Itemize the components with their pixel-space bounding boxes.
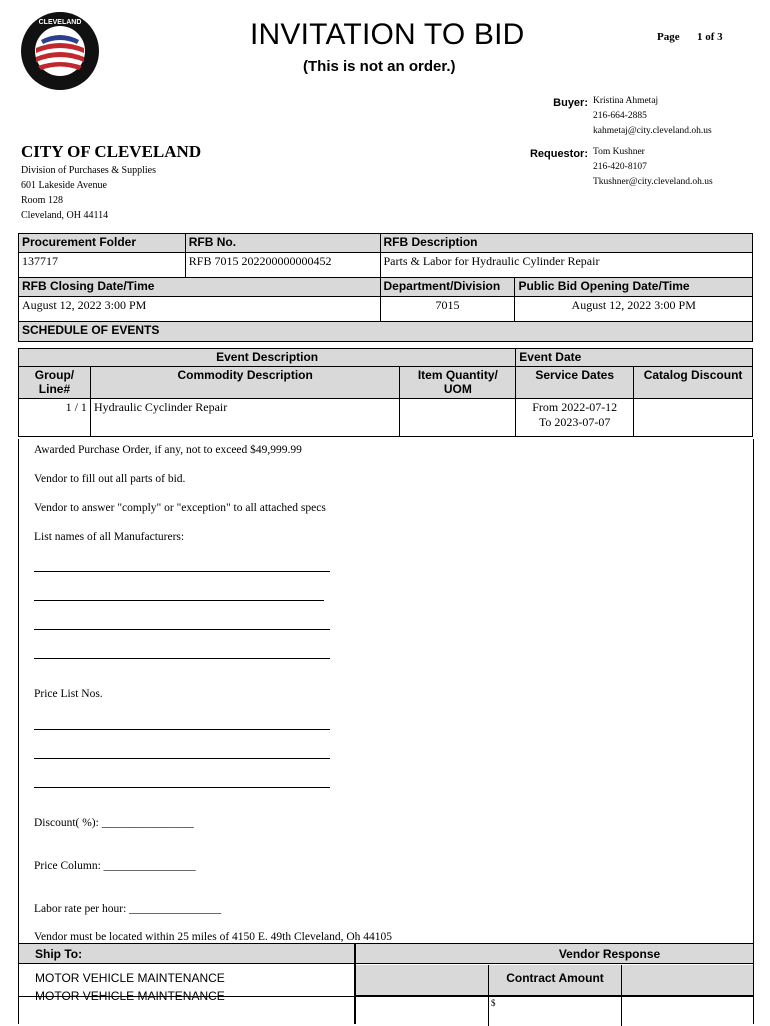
opening-datetime-value: August 12, 2022 3:00 PM <box>515 297 753 322</box>
page-subtitle: (This is not an order.) <box>303 58 456 75</box>
requestor-label: Requestor: <box>529 148 588 160</box>
organization-name: CITY OF CLEVELAND <box>21 142 202 161</box>
discount-field[interactable]: Discount( %): ________________ <box>34 817 194 829</box>
service-dates-value <box>516 399 634 437</box>
manufacturer-blank-line[interactable] <box>34 571 330 572</box>
note-vendor-location: Vendor must be located within 25 miles of 4150 E. 49th Cleveland, Oh 44105 <box>34 931 393 943</box>
page-number: 1 of 3 <box>697 31 723 43</box>
price-list-blank-line[interactable] <box>34 758 330 759</box>
ship-to-box <box>18 943 355 1024</box>
schedule-title: SCHEDULE OF EVENTS <box>19 322 753 342</box>
manufacturer-blank-line[interactable] <box>34 600 324 601</box>
note-purchase-limit: Awarded Purchase Order, if any, not to exceed $49,999.99 <box>34 444 302 456</box>
commodity-value: Hydraulic Cyclinder Repair <box>90 399 399 437</box>
note-fill-all-parts: Vendor to fill out all parts of bid. <box>34 473 186 485</box>
buyer-name: Kristina Ahmetaj <box>593 96 659 106</box>
service-date-from: From 2022-07-12 <box>532 400 618 414</box>
labor-rate-field[interactable]: Labor rate per hour: ________________ <box>34 903 222 915</box>
closing-datetime-value: August 12, 2022 3:00 PM <box>19 297 381 322</box>
organization-address <box>21 163 156 223</box>
procurement-folder-value: 137717 <box>19 253 186 278</box>
header-rfb-number: RFB No. <box>185 234 380 253</box>
buyer-contact <box>593 94 712 139</box>
header-quantity: Item Quantity/ UOM <box>400 367 516 399</box>
note-comply-exception: Vendor to answer "comply" or "exception" to all attached specs <box>34 502 326 514</box>
address-line: Room 128 <box>21 195 63 206</box>
header-commodity: Commodity Description <box>90 367 399 399</box>
manufacturer-blank-line[interactable] <box>34 658 330 659</box>
buyer-phone: 216-664-2885 <box>593 111 647 121</box>
address-line: 601 Lakeside Avenue <box>21 180 107 191</box>
header-rfb-description: RFB Description <box>380 234 753 253</box>
header-opening-datetime: Public Bid Opening Date/Time <box>515 278 753 297</box>
header-catalog-discount: Catalog Discount <box>634 367 753 399</box>
svg-text:CLEVELAND: CLEVELAND <box>38 19 82 26</box>
procurement-info-table <box>18 233 753 342</box>
schedule-table <box>18 348 753 437</box>
contract-amount-input[interactable] <box>488 996 622 1026</box>
buyer-label: Buyer: <box>553 97 588 109</box>
manufacturer-blank-line[interactable] <box>34 629 330 630</box>
page-label: Page <box>657 31 680 43</box>
vendor-response-box <box>355 943 754 1024</box>
rfb-number-value: RFB 7015 202200000000452 <box>185 253 380 278</box>
note-manufacturers: List names of all Manufacturers: <box>34 531 185 543</box>
city-seal-logo <box>21 12 99 90</box>
requestor-phone: 216-420-8107 <box>593 162 647 172</box>
requestor-email: Tkushner@city.cleveland.oh.us <box>593 177 713 187</box>
dollar-sign: $ <box>491 998 496 1008</box>
vendor-response-label: Vendor Response <box>356 944 753 964</box>
ship-to-label: Ship To: <box>19 944 354 964</box>
price-list-blank-line[interactable] <box>34 787 330 788</box>
requestor-name: Tom Kushner <box>593 147 645 157</box>
header-group-line: Group/ Line# <box>19 367 91 399</box>
buyer-email: kahmetaj@city.cleveland.oh.us <box>593 126 712 136</box>
header-event-date: Event Date <box>516 349 753 367</box>
service-date-to: To 2023-07-07 <box>538 415 611 429</box>
header-department: Department/Division <box>380 278 515 297</box>
catalog-discount-value <box>634 399 753 437</box>
note-price-list: Price List Nos. <box>34 688 103 700</box>
requestor-contact <box>593 145 713 190</box>
address-line: Cleveland, OH 44114 <box>21 210 109 221</box>
header-closing-datetime: RFB Closing Date/Time <box>19 278 381 297</box>
header-service-dates: Service Dates <box>516 367 634 399</box>
line-number: 1 / 1 <box>19 399 91 437</box>
rfb-description-value: Parts & Labor for Hydraulic Cylinder Repair <box>380 253 753 278</box>
contract-amount-label: Contract Amount <box>506 971 604 985</box>
header-procurement-folder: Procurement Folder <box>19 234 186 253</box>
price-column-field[interactable]: Price Column: ________________ <box>34 860 196 872</box>
address-line: Division of Purchases & Supplies <box>21 165 156 176</box>
contract-amount-cell <box>488 965 622 995</box>
divider <box>19 996 354 997</box>
department-value: 7015 <box>380 297 515 322</box>
page-title: INVITATION TO BID <box>250 18 525 51</box>
quantity-value <box>400 399 516 437</box>
ship-to-line: MOTOR VEHICLE MAINTENANCE <box>35 971 225 985</box>
header-event-description: Event Description <box>19 349 516 367</box>
ship-to-line: MOTOR VEHICLE MAINTENANCE <box>35 989 225 1003</box>
price-list-blank-line[interactable] <box>34 729 330 730</box>
